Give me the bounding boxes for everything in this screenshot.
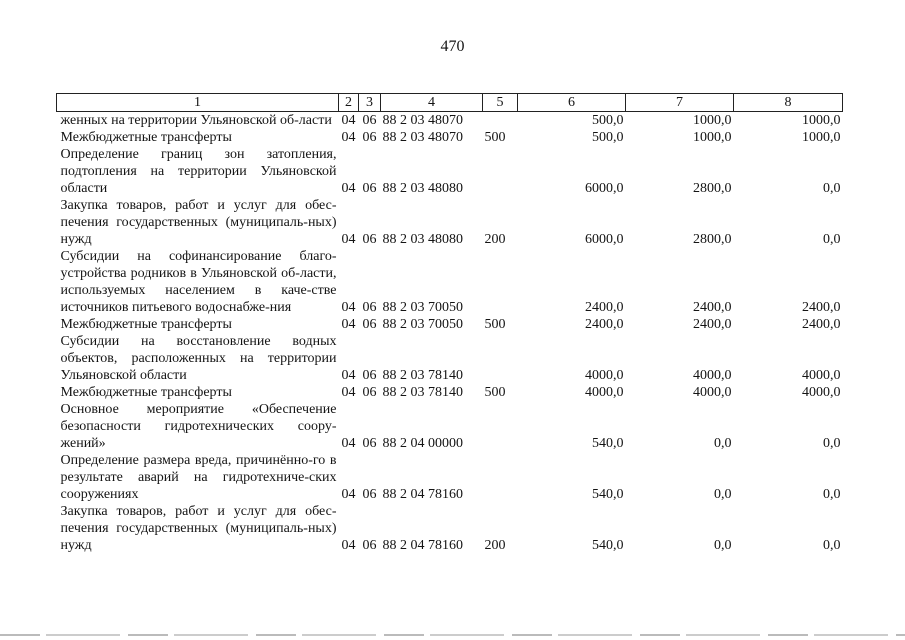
amount-col-7: 2400,0 <box>693 317 732 332</box>
amount-col-7: 4000,0 <box>693 385 732 400</box>
amount-col-8: 2400,0 <box>802 317 841 332</box>
subsection-code: 06 <box>362 436 377 451</box>
subsection-code: 06 <box>362 130 377 145</box>
section-code: 04 <box>341 368 356 383</box>
amount-col-7: 2400,0 <box>693 300 732 315</box>
expense-type-code: 500 <box>484 385 506 400</box>
table-row <box>57 146 843 197</box>
amount-col-6: 2400,0 <box>585 317 624 332</box>
amount-col-6: 6000,0 <box>585 232 624 247</box>
subsection-code: 06 <box>362 487 377 502</box>
amount-col-8: 0,0 <box>823 436 841 451</box>
page-number: 470 <box>440 38 465 55</box>
amount-col-8: 0,0 <box>823 487 841 502</box>
table-row <box>57 316 843 333</box>
header-row <box>57 94 843 112</box>
target-article-code: 88 2 03 70050 <box>382 317 463 332</box>
expense-type-code: 200 <box>484 232 506 247</box>
amount-col-6: 540,0 <box>592 487 624 502</box>
target-article-code: 88 2 04 00000 <box>382 436 463 451</box>
expense-type-code <box>483 452 518 503</box>
amount-col-6: 540,0 <box>592 436 624 451</box>
target-article-code: 88 2 04 78160 <box>382 538 463 553</box>
table-row <box>57 401 843 452</box>
amount-col-8: 1000,0 <box>802 113 841 128</box>
item-name: Межбюджетные трансферты <box>60 130 232 145</box>
table-row <box>57 248 843 316</box>
amount-col-6: 6000,0 <box>585 181 624 196</box>
expense-type-code: 200 <box>484 538 506 553</box>
table-row <box>57 503 843 554</box>
amount-col-6: 4000,0 <box>585 385 624 400</box>
section-code: 04 <box>341 232 356 247</box>
target-article-code: 88 2 03 48080 <box>382 232 463 247</box>
item-name: Субсидии на софинансирование благо-устройства родников в Ульяновской об-ласти, используемых населением в каче-стве источников питьевого водоснабже-ния <box>60 249 337 315</box>
section-code: 04 <box>341 181 356 196</box>
target-article-code: 88 2 03 78140 <box>382 385 463 400</box>
item-name: женных на территории Ульяновской об-ласти <box>60 113 332 128</box>
subsection-code: 06 <box>362 385 377 400</box>
scan-edge-divider <box>0 634 905 636</box>
amount-col-6: 540,0 <box>592 538 624 553</box>
target-article-code: 88 2 03 78140 <box>382 368 463 383</box>
section-code: 04 <box>341 113 356 128</box>
target-article-code: 88 2 03 48080 <box>382 181 463 196</box>
section-code: 04 <box>341 385 356 400</box>
amount-col-7: 1000,0 <box>693 130 732 145</box>
amount-col-8: 0,0 <box>823 232 841 247</box>
header-col-1: 1 <box>57 94 339 112</box>
amount-col-6: 4000,0 <box>585 368 624 383</box>
subsection-code: 06 <box>362 232 377 247</box>
item-name: Субсидии на восстановление водных объектов, расположенных на территории Ульяновской области <box>60 334 337 383</box>
header-col-4: 4 <box>381 94 483 112</box>
expense-type-code <box>483 401 518 452</box>
table-row <box>57 112 843 130</box>
budget-table <box>56 93 843 554</box>
subsection-code: 06 <box>362 368 377 383</box>
table-row <box>57 197 843 248</box>
section-code: 04 <box>341 317 356 332</box>
table-row <box>57 129 843 146</box>
expense-type-code <box>483 333 518 384</box>
expense-type-code <box>483 146 518 197</box>
item-name: Закупка товаров, работ и услуг для обес-печения государственных (муниципаль-ных) нужд <box>60 504 337 553</box>
amount-col-8: 2400,0 <box>802 300 841 315</box>
header-col-3: 3 <box>359 94 381 112</box>
section-code: 04 <box>341 130 356 145</box>
item-name: Закупка товаров, работ и услуг для обес-печения государственных (муниципаль-ных) нужд <box>60 198 337 247</box>
amount-col-7: 2800,0 <box>693 232 732 247</box>
subsection-code: 06 <box>362 300 377 315</box>
subsection-code: 06 <box>362 113 377 128</box>
subsection-code: 06 <box>362 538 377 553</box>
section-code: 04 <box>341 487 356 502</box>
amount-col-7: 0,0 <box>714 436 732 451</box>
amount-col-8: 1000,0 <box>802 130 841 145</box>
item-name: Основное мероприятие «Обеспечение безопасности гидротехнических соору-жений» <box>60 402 337 451</box>
table-row <box>57 333 843 384</box>
subsection-code: 06 <box>362 317 377 332</box>
item-name: Определение размера вреда, причинённо-го в результате аварий на гидротехниче-ских сооружениях <box>60 453 337 502</box>
amount-col-6: 500,0 <box>592 130 624 145</box>
expense-type-code: 500 <box>484 130 506 145</box>
expense-type-code <box>483 248 518 316</box>
header-col-8: 8 <box>734 94 843 112</box>
amount-col-8: 0,0 <box>823 538 841 553</box>
header-col-7: 7 <box>626 94 734 112</box>
target-article-code: 88 2 04 78160 <box>382 487 463 502</box>
amount-col-8: 4000,0 <box>802 385 841 400</box>
table-row <box>57 452 843 503</box>
amount-col-6: 500,0 <box>592 113 624 128</box>
target-article-code: 88 2 03 48070 <box>382 130 463 145</box>
amount-col-6: 2400,0 <box>585 300 624 315</box>
header-col-6: 6 <box>518 94 626 112</box>
amount-col-7: 4000,0 <box>693 368 732 383</box>
item-name: Межбюджетные трансферты <box>60 317 232 332</box>
header-col-2: 2 <box>339 94 359 112</box>
amount-col-8: 4000,0 <box>802 368 841 383</box>
header-col-5: 5 <box>483 94 518 112</box>
amount-col-8: 0,0 <box>823 181 841 196</box>
section-code: 04 <box>341 538 356 553</box>
expense-type-code <box>483 112 518 130</box>
section-code: 04 <box>341 436 356 451</box>
subsection-code: 06 <box>362 181 377 196</box>
amount-col-7: 0,0 <box>714 538 732 553</box>
section-code: 04 <box>341 300 356 315</box>
amount-col-7: 1000,0 <box>693 113 732 128</box>
target-article-code: 88 2 03 70050 <box>382 300 463 315</box>
item-name: Межбюджетные трансферты <box>60 385 232 400</box>
table-row <box>57 384 843 401</box>
amount-col-7: 0,0 <box>714 487 732 502</box>
amount-col-7: 2800,0 <box>693 181 732 196</box>
item-name: Определение границ зон затопления, подтопления на территории Ульяновской области <box>60 147 337 196</box>
expense-type-code: 500 <box>484 317 506 332</box>
target-article-code: 88 2 03 48070 <box>382 113 463 128</box>
